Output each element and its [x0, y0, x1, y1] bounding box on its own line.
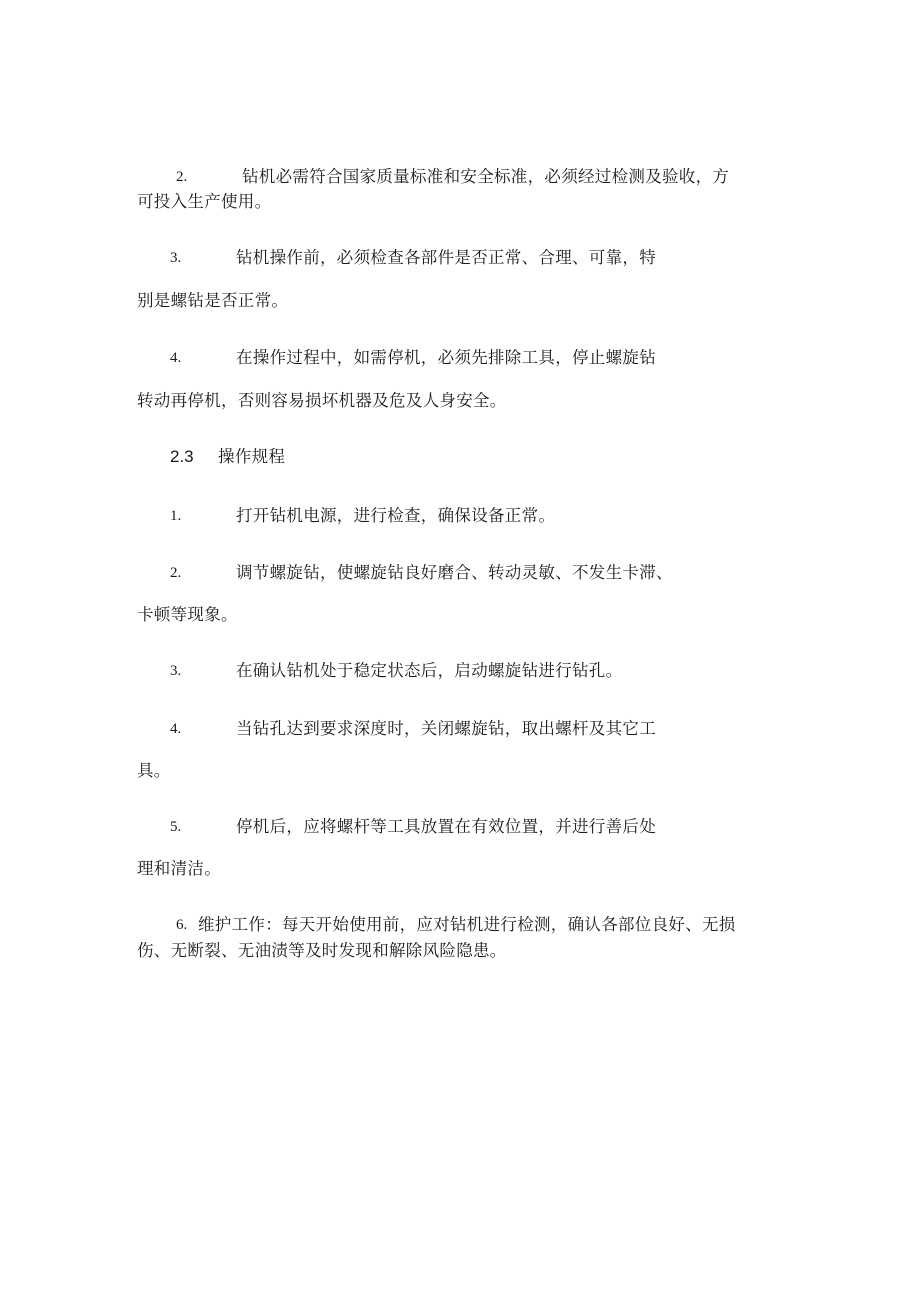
step-text-line: 伤、无断裂、无油渍等及时发现和解除风险隐患。: [137, 941, 507, 960]
item-number: 3.: [170, 250, 182, 266]
item-text-line: 钻机操作前，必须检查各部件是否正常、合理、可靠，特: [236, 248, 656, 267]
section-number: 2.3: [170, 447, 194, 466]
section-title: 操作规程: [218, 447, 286, 466]
step-text-line: 具。: [137, 761, 171, 780]
step-text-line: 停机后，应将螺杆等工具放置在有效位置，并进行善后处: [236, 817, 656, 836]
item-number: 4.: [170, 350, 182, 366]
step-text-line: 理和清洁。: [137, 859, 221, 878]
step-text-line: 在确认钻机处于稳定状态后，启动螺旋钻进行钻孔。: [236, 661, 623, 680]
item-text-line: 钻机必需符合国家质量标准和安全标准，必须经过检测及验收，方: [242, 167, 730, 186]
item-text-line: 转动再停机，否则容易损坏机器及危及人身安全。: [137, 391, 507, 410]
step-number: 4.: [170, 721, 182, 737]
step-text-line: 当钻孔达到要求深度时，关闭螺旋钻，取出螺杆及其它工: [236, 719, 656, 738]
step-text-line: 维护工作：每天开始使用前，应对钻机进行检测，确认各部位良好、无损: [198, 915, 736, 934]
step-text-line: 调节螺旋钻，使螺旋钻良好磨合、转动灵敏、不发生卡滞、: [236, 563, 673, 582]
item-number: 2.: [176, 169, 188, 185]
step-number: 1.: [170, 508, 182, 524]
step-text-line: 打开钻机电源，进行检查，确保设备正常。: [236, 506, 556, 525]
step-text-line: 卡顿等现象。: [137, 605, 238, 624]
step-number: 3.: [170, 663, 182, 679]
item-text-line: 可投入生产使用。: [137, 192, 272, 211]
step-number: 2.: [170, 565, 182, 581]
item-text-line: 在操作过程中，如需停机，必须先排除工具，停止螺旋钻: [236, 348, 656, 367]
step-number: 5.: [170, 819, 182, 835]
item-text-line: 别是螺钻是否正常。: [137, 291, 289, 310]
step-number: 6.: [176, 917, 188, 933]
